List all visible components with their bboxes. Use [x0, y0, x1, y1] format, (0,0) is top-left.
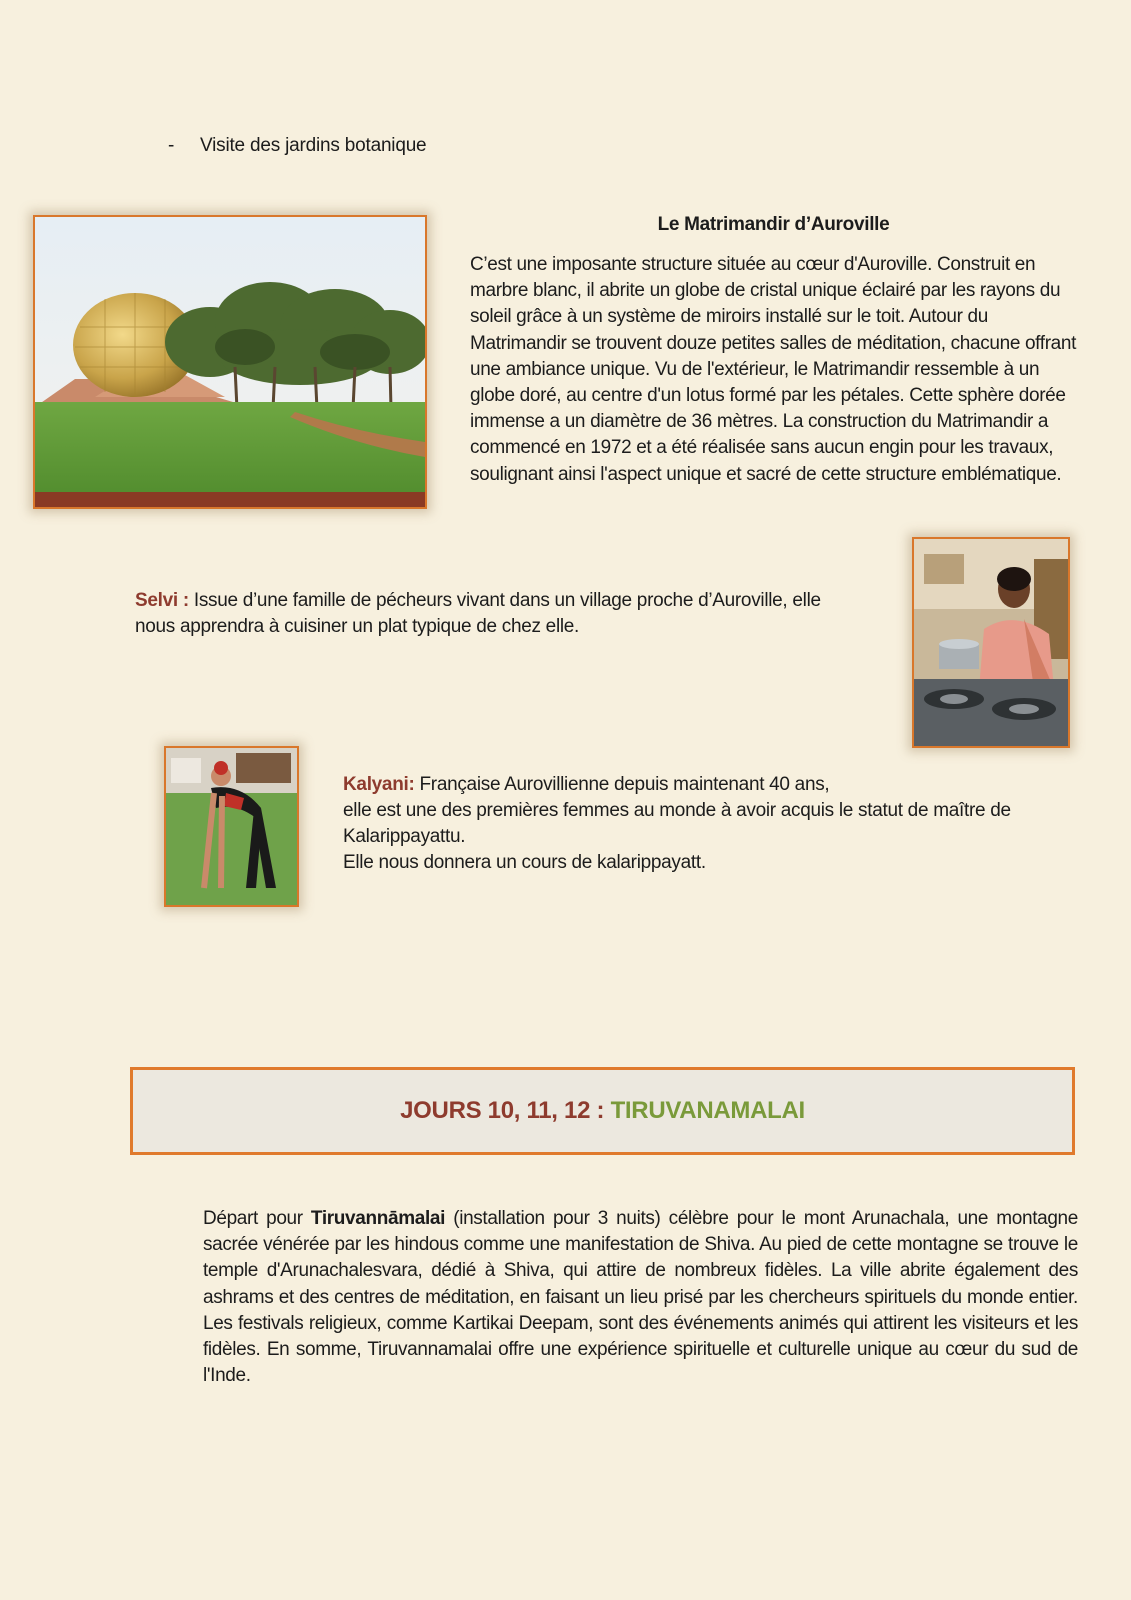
- tiruvannamalai-description: (installation pour 3 nuits) célèbre pour le mont Arunachala, une montagne sacrée vénérée par les hindous comme une manifestation de Shiva. Au pied de cette montagne se trouve le temple d'Arunachalesvara, dédié à Shiva, qui attire de nombreux fidèles. La ville abrite également des ashrams et des centres de méditation, en faisant un lieu prisé par les chercheurs spirituels du monde entier. Les festivals religieux, comme Kartikai Deepam, sont des événements animés qui attirent les visiteurs et les fidèles. En somme, Tiruvannamalai offre une expérience spirituelle et culturelle unique au cœur du sud de l'Inde.: [203, 1208, 1078, 1387]
- tiruvannamalai-name: Tiruvannāmalai: [310, 1208, 446, 1229]
- bullet-text: Visite des jardins botanique: [200, 135, 427, 156]
- selvi-photo: [912, 537, 1070, 748]
- kalyani-intro: Française Aurovillienne depuis maintenant 40 ans,: [414, 774, 830, 795]
- selvi-description: Issue d’une famille de pécheurs vivant dans un village proche d’Auroville, elle nous apprendra à cuisiner un plat typique de chez elle.: [135, 590, 821, 637]
- selvi-paragraph: [135, 588, 855, 640]
- selvi-name: Selvi :: [135, 590, 189, 611]
- section-header-box: [130, 1067, 1075, 1155]
- bullet-item: [168, 135, 426, 157]
- kalyani-name: Kalyani:: [343, 774, 415, 795]
- kalyani-photo: [164, 746, 299, 907]
- bullet-marker: -: [168, 135, 175, 156]
- kalyani-line-3: Elle nous donnera un cours de kalarippayatt.: [343, 852, 706, 873]
- kalyani-line-2: elle est une des premières femmes au monde à avoir acquis le statut de maître de Kalarippayattu.: [343, 800, 1011, 847]
- section-days: JOURS 10, 11, 12 :: [400, 1097, 605, 1124]
- tiruvannamalai-paragraph: [203, 1206, 1078, 1389]
- kalyani-line-1: [343, 772, 1063, 798]
- section-place: TIRUVANAMALAI: [610, 1097, 805, 1124]
- matrimandir-description: C’est une imposante structure située au cœur d'Auroville. Construit en marbre blanc, il abrite un globe de cristal unique éclairé par les rayons du soleil grâce à un système de miroirs installé sur le toit. Autour du Matrimandir se trouvent douze petites salles de méditation, chacune offrant une ambiance unique. Vu de l'extérieur, le Matrimandir ressemble à un globe doré, au centre d'un lotus formé par les pétales. Cette sphère dorée immense a un diamètre de 36 mètres. La construction du Matrimandir a commencé en 1972 et a été réalisée sans aucun engin pour les travaux, soulignant ainsi l'aspect unique et sacré de cette structure emblématique.: [470, 254, 1077, 485]
- tiruvannamalai-intro: Départ pour: [203, 1208, 311, 1229]
- matrimandir-photo: [33, 215, 427, 509]
- kalyani-paragraph: [343, 772, 1063, 876]
- matrimandir-title: Le Matrimandir d’Auroville: [657, 214, 890, 235]
